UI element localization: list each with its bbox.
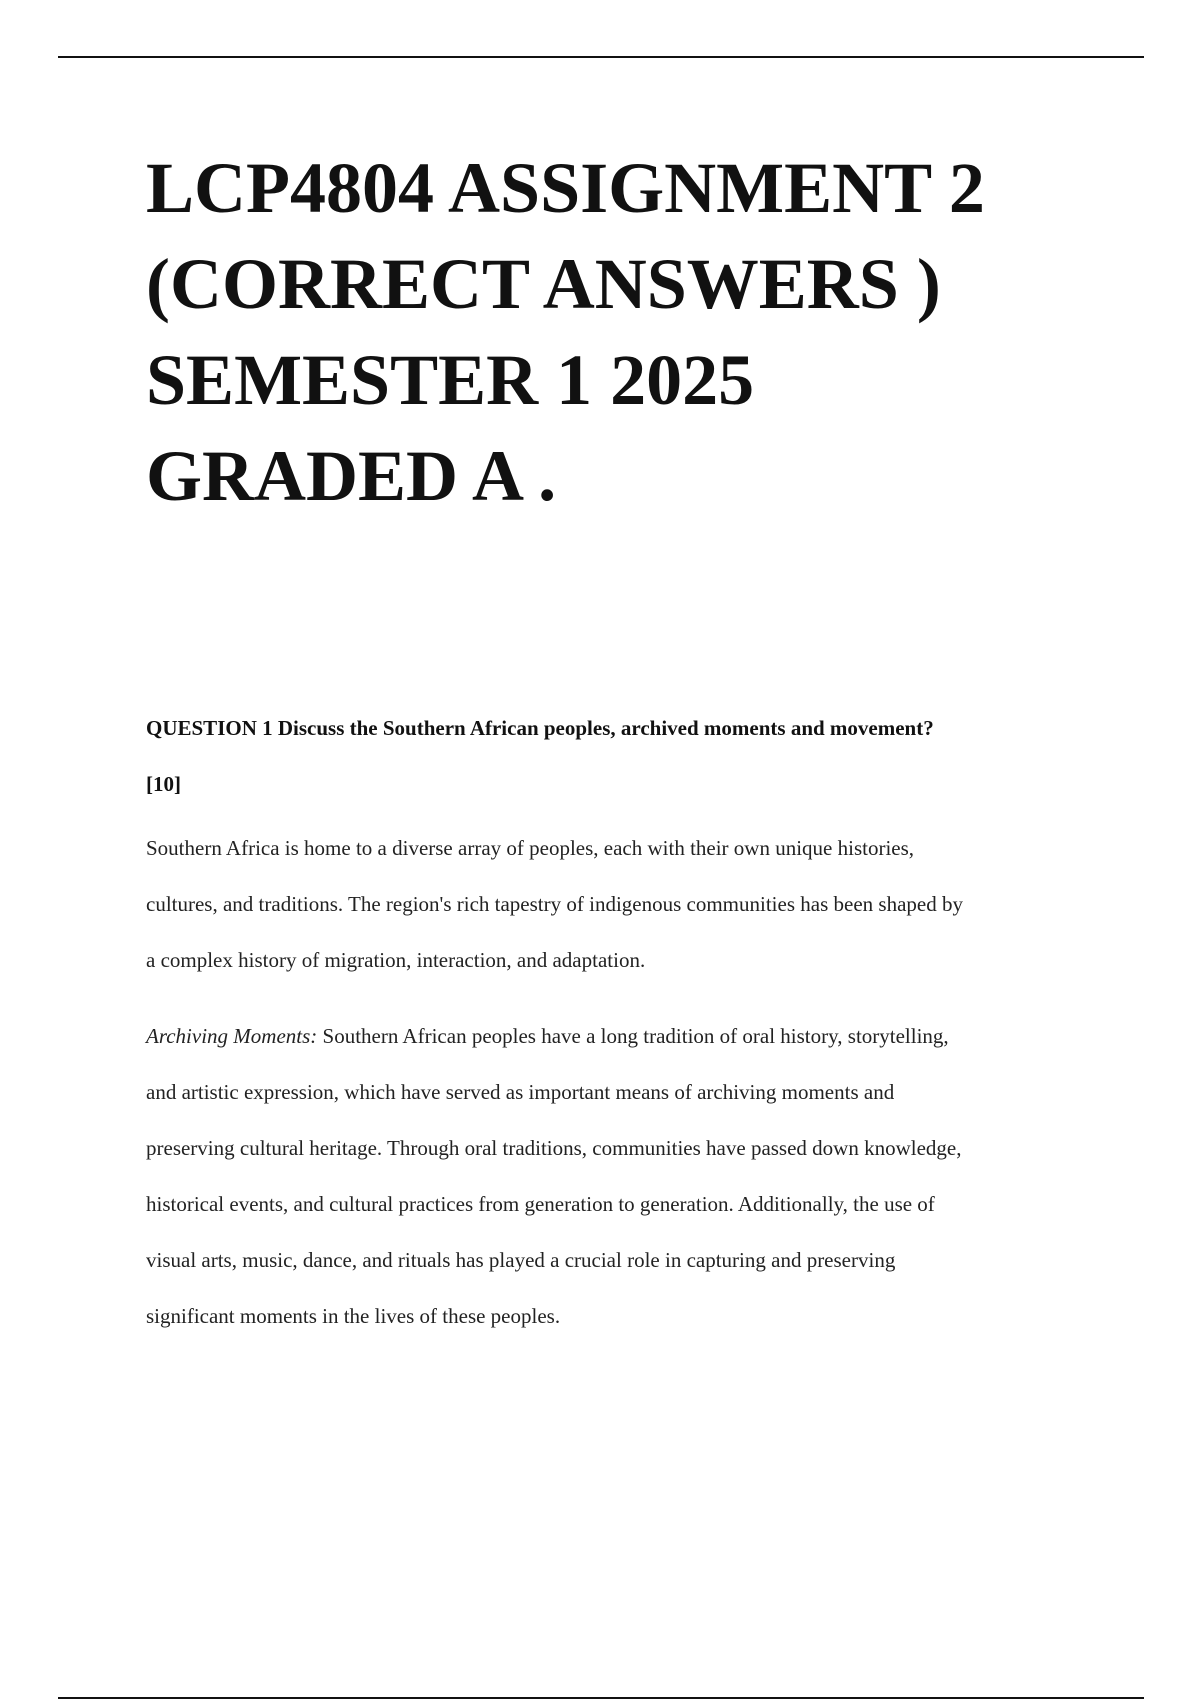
title-line: GRADED A . <box>146 436 557 516</box>
question-heading <box>146 700 1146 812</box>
paragraph-line: and artistic expression, which have served as important means of archiving moments and <box>146 1080 895 1104</box>
title-line: (CORRECT ANSWERS ) <box>146 244 941 324</box>
paragraph-line: Southern Africa is home to a diverse array of peoples, each with their own unique histories, <box>146 836 915 860</box>
paragraph-line: cultures, and traditions. The region's rich tapestry of indigenous communities has been shaped by <box>146 892 963 916</box>
paragraph-line <box>146 1008 1146 1064</box>
paragraph-line-rest: Southern African peoples have a long tradition of oral history, storytelling, <box>317 1024 949 1048</box>
paragraph-line: a complex history of migration, interaction, and adaptation. <box>146 948 646 972</box>
top-rule <box>58 56 1144 58</box>
paragraph-lead-in: Archiving Moments: <box>146 1024 318 1048</box>
paragraph-line: preserving cultural heritage. Through oral traditions, communities have passed down knowledge, <box>146 1136 962 1160</box>
question-marks: [10] <box>146 772 181 796</box>
title-line: LCP4804 ASSIGNMENT 2 <box>146 148 985 228</box>
paragraph-line: historical events, and cultural practices from generation to generation. Additionally, the use of <box>146 1192 935 1216</box>
question-text: QUESTION 1 Discuss the Southern African peoples, archived moments and movement? <box>146 716 934 740</box>
archiving-moments-paragraph <box>146 1008 1146 1344</box>
document-title <box>146 140 1146 524</box>
paragraph-line: significant moments in the lives of these peoples. <box>146 1304 561 1328</box>
intro-paragraph <box>146 820 1146 988</box>
paragraph-line: visual arts, music, dance, and rituals has played a crucial role in capturing and preserving <box>146 1248 896 1272</box>
title-line: SEMESTER 1 2025 <box>146 340 755 420</box>
bottom-rule <box>58 1697 1144 1699</box>
